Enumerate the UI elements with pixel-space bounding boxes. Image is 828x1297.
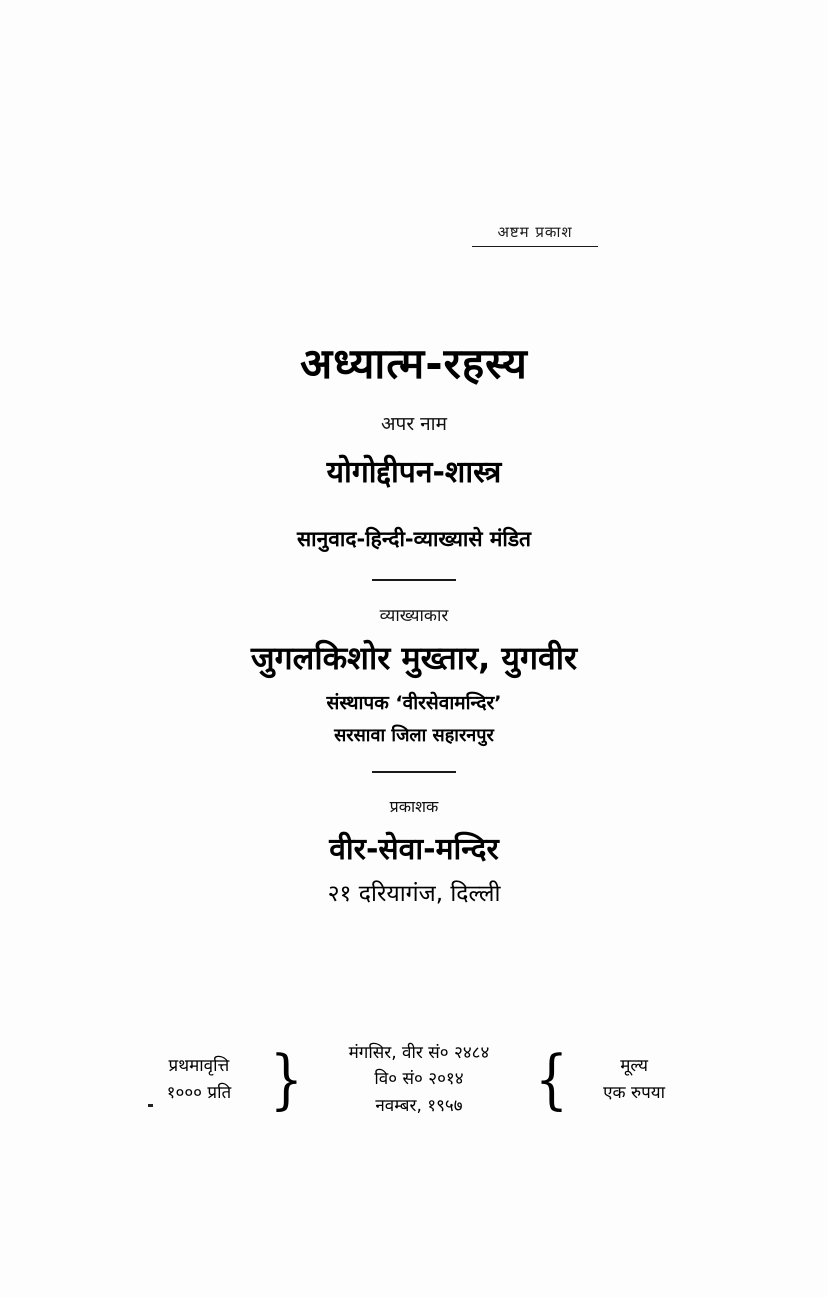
subtitle: सानुवाद-हिन्दी-व्याख्यासे मंडित (296, 527, 532, 552)
imprint-date-line2: वि० सं० २०१४ (374, 1069, 464, 1090)
author-name: जुगलकिशोर मुख्तार, युगवीर (250, 639, 578, 678)
page-title: अध्यात्म-रहस्य (300, 339, 528, 388)
divider-bottom (372, 771, 456, 773)
brace-left-icon: } (269, 1042, 303, 1118)
author-affiliation: संस्थापक ‘वीरसेवामन्दिर’ (326, 692, 502, 715)
imprint-price (574, 1053, 694, 1106)
divider-top (372, 579, 456, 581)
imprint-date-line1: मंगसिर, वीर सं० २४८४ (348, 1043, 490, 1063)
imprint-price-line1: मूल्य (620, 1056, 648, 1077)
imprint-price-line2: एक रुपया (603, 1082, 666, 1103)
imprint-date-line3: नवम्बर, १९५७ (375, 1095, 463, 1116)
imprint-edition (134, 1053, 264, 1106)
alt-title: योगोद्दीपन-शास्त्र (326, 455, 502, 491)
alt-name-label: अपर नाम (381, 413, 447, 436)
commentator-label: व्याख्याकार (379, 606, 449, 627)
title-block (0, 340, 828, 908)
edition-marker: अष्टम प्रकाश (472, 222, 598, 247)
imprint-edition-line1: प्रथमावृत्ति (168, 1056, 230, 1077)
publisher-name: वीर-सेवा-मन्दिर (329, 832, 499, 868)
imprint-edition-line2: १००० प्रति (166, 1082, 232, 1103)
imprint-row (0, 1040, 828, 1119)
publisher-address: २१ दरियागंज, दिल्ली (327, 881, 501, 908)
author-location: सरसावा जिला सहारनपुर (334, 725, 494, 747)
brace-right-icon: { (535, 1042, 569, 1118)
imprint-date (309, 1040, 529, 1119)
publisher-label: प्रकाशक (389, 797, 439, 817)
